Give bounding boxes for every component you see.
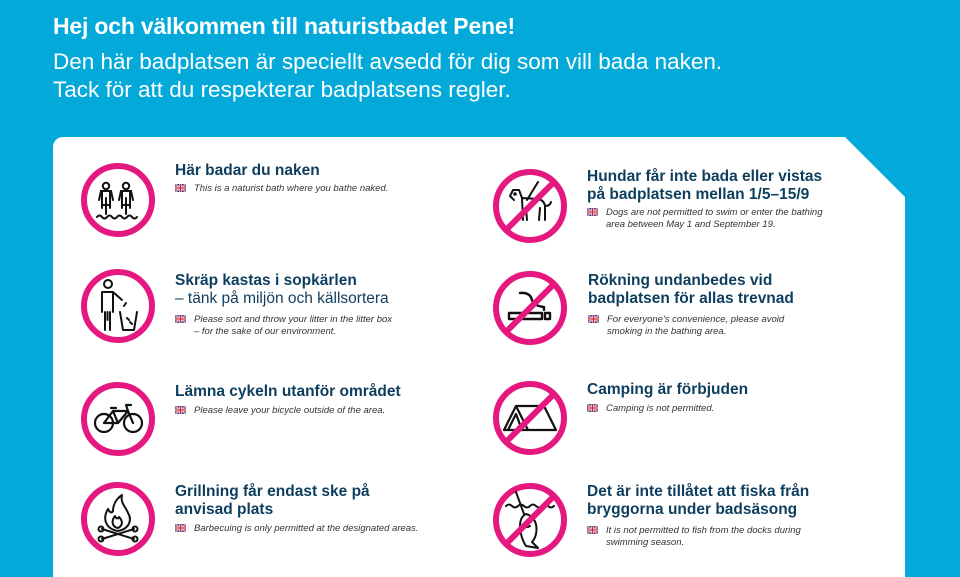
rule-litter bbox=[175, 272, 392, 337]
rule-title-line-1: Det är inte tillåtet att fiska från bbox=[587, 483, 810, 500]
rule-english bbox=[175, 523, 418, 535]
rule-title-line-1: Hundar får inte bada eller vistas bbox=[587, 168, 823, 185]
subtitle-line-1: Den här badplatsen är speciellt avsedd för dig som vill bada naken. bbox=[53, 49, 723, 74]
rule-english-line-2: area between May 1 and September 19. bbox=[606, 218, 776, 230]
rule-no-fishing bbox=[587, 483, 809, 548]
rule-english-line-1: Camping is not permitted. bbox=[606, 403, 715, 414]
rule-title bbox=[175, 272, 392, 308]
rule-english bbox=[588, 314, 794, 337]
rule-title-line-2: – tänk på miljön och källsortera bbox=[175, 290, 389, 307]
subtitle-line-2: Tack för att du respekterar badplatsens regler. bbox=[53, 77, 511, 102]
naked-bathers-icon bbox=[80, 162, 156, 238]
rule-title: Här badar du naken bbox=[175, 162, 320, 179]
uk-flag-icon bbox=[588, 315, 599, 323]
bicycle-icon bbox=[80, 381, 156, 457]
rule-title bbox=[588, 272, 794, 308]
no-fishing-icon bbox=[492, 482, 568, 558]
rule-english bbox=[175, 183, 388, 195]
rule-english bbox=[175, 405, 401, 417]
uk-flag-icon bbox=[175, 524, 186, 532]
litter-bin-icon bbox=[80, 268, 156, 344]
rule-english-line-2: smoking in the bathing area. bbox=[607, 325, 727, 337]
rule-english-line-2: swimming season. bbox=[606, 536, 685, 548]
rule-title-line-2: bryggorna under badsäsong bbox=[587, 501, 798, 518]
rule-english bbox=[587, 525, 809, 548]
uk-flag-icon bbox=[587, 404, 598, 412]
rule-english-line-1: For everyone's convenience, please avoid bbox=[607, 314, 785, 325]
uk-flag-icon bbox=[175, 406, 186, 414]
rule-title: Lämna cykeln utanför området bbox=[175, 383, 401, 400]
rule-title-line-2: anvisad plats bbox=[175, 501, 274, 518]
rule-title-line-1: Skräp kastas i sopkärlen bbox=[175, 272, 357, 289]
rule-english-line-1: It is not permitted to fish from the docks during bbox=[606, 525, 801, 536]
rule-english bbox=[175, 314, 392, 337]
rule-no-smoking bbox=[588, 272, 794, 337]
uk-flag-icon bbox=[587, 526, 598, 534]
rule-no-camping bbox=[587, 381, 748, 415]
rule-naked-bathing bbox=[175, 162, 388, 195]
campfire-icon bbox=[80, 481, 156, 557]
rule-title bbox=[587, 483, 809, 519]
rule-title-line-2: på badplatsen mellan 1/5–15/9 bbox=[587, 186, 810, 203]
rule-title-line-1: Grillning får endast ske på bbox=[175, 483, 370, 500]
no-dogs-icon bbox=[492, 168, 568, 244]
rule-english-line-1: Barbecuing is only permitted at the designated areas. bbox=[194, 523, 419, 534]
no-camping-icon bbox=[492, 380, 568, 456]
rule-title-line-2: badplatsen för allas trevnad bbox=[588, 290, 794, 307]
uk-flag-icon bbox=[175, 315, 186, 323]
page-title: Hej och välkommen till naturistbadet Pene! bbox=[53, 13, 515, 39]
rule-english bbox=[587, 207, 823, 230]
rule-english-line-1: Dogs are not permitted to swim or enter the bathing bbox=[606, 207, 823, 218]
rule-barbecue bbox=[175, 483, 418, 535]
rule-bicycle bbox=[175, 383, 401, 417]
rule-title: Camping är förbjuden bbox=[587, 381, 749, 398]
rule-title bbox=[587, 168, 823, 204]
no-smoking-icon bbox=[492, 270, 568, 346]
uk-flag-icon bbox=[587, 208, 598, 216]
page-subtitle bbox=[53, 48, 722, 104]
rule-english-line-1: This is a naturist bath where you bathe naked. bbox=[194, 183, 389, 194]
rule-no-dogs bbox=[587, 168, 823, 230]
rule-english-line-1: Please leave your bicycle outside of the area. bbox=[194, 405, 386, 416]
rule-english-line-2: – for the sake of our environment. bbox=[194, 325, 337, 337]
rule-english-line-1: Please sort and throw your litter in the litter box bbox=[194, 314, 393, 325]
rule-title-line-1: Rökning undanbedes vid bbox=[588, 272, 773, 289]
rule-title bbox=[175, 483, 418, 519]
rule-english bbox=[587, 403, 748, 415]
uk-flag-icon bbox=[175, 184, 186, 192]
header bbox=[53, 10, 722, 104]
